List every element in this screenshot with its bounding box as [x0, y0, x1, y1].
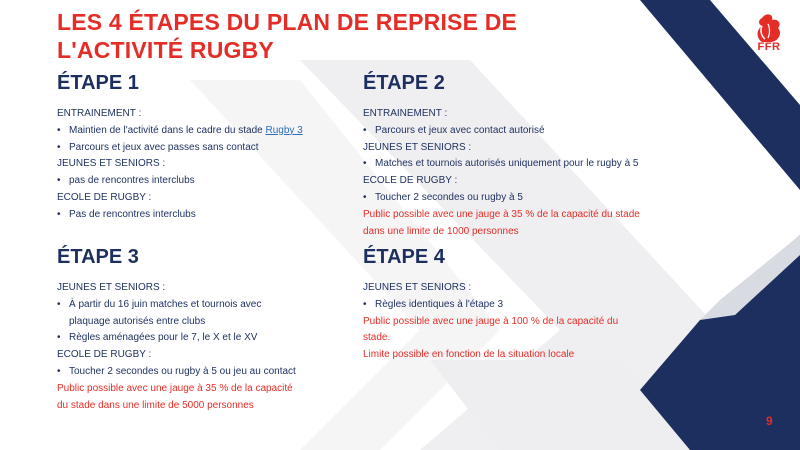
stage-3-title: ÉTAPE 3 — [57, 246, 139, 268]
stage-2-heading-school: ECOLE DE RUGBY : — [363, 175, 458, 187]
page-title — [57, 8, 617, 64]
stage-1-bullet-2: • Parcours et jeux avec passes sans contact — [57, 141, 259, 153]
stage-1-bullet-3: • pas de rencontres interclubs — [57, 175, 195, 187]
stage-2-bullet-2: • Matches et tournois autorisés uniquement pour le rugby à 5 — [363, 158, 639, 170]
stage-4-bullet-1: • Règles identiques à l'étape 3 — [363, 298, 504, 310]
stage-4 — [363, 244, 663, 364]
stage-3 — [57, 244, 347, 414]
stage-1-bullet-1: • Maintien de l'activité dans le cadre du stade Rugby 3 — [57, 124, 303, 136]
stage-3-heading-youth: JEUNES ET SENIORS : — [57, 282, 166, 293]
stage-3-bullet-2: • Règles aménagées pour le 7, le X et le XV — [57, 332, 258, 344]
stage-2-public-line-1: Public possible avec une jauge à 35 % de la capacité du stade — [363, 208, 640, 220]
stage-3-bullet-1-continued: plaquage autorisés entre clubs — [69, 315, 206, 327]
stage-1-heading-training: ENTRAINEMENT : — [57, 108, 142, 119]
title-line-2: L'ACTIVITÉ RUGBY — [57, 37, 274, 63]
stage-2-title: ÉTAPE 2 — [363, 72, 445, 94]
stage-3-public-line-1: Public possible avec une jauge à 35 % de la capacité — [57, 382, 293, 394]
stage-3-bullet-1: • À partir du 16 juin matches et tournois avec — [57, 298, 262, 310]
stage-4-public-line-2: stade. — [363, 332, 391, 344]
stage-1 — [57, 70, 347, 224]
stage-3-bullet-3: • Toucher 2 secondes ou rugby à 5 ou jeu au contact — [57, 365, 296, 377]
stage-2 — [363, 70, 683, 240]
stage-4-heading-youth: JEUNES ET SENIORS : — [363, 282, 472, 293]
logo-text: FFR — [757, 41, 781, 53]
rugby-3-link[interactable]: Rugby 3 — [265, 124, 303, 136]
page-number: 9 — [766, 414, 773, 428]
stage-4-title: ÉTAPE 4 — [363, 246, 445, 268]
stage-4-limit-line: Limite possible en fonction de la situation locale — [363, 349, 575, 361]
stage-2-heading-youth: JEUNES ET SENIORS : — [363, 141, 472, 153]
stage-2-bullet-1: • Parcours et jeux avec contact autorisé — [363, 124, 545, 136]
stage-1-heading-youth: JEUNES ET SENIORS : — [57, 158, 166, 170]
title-line-1: LES 4 ÉTAPES DU PLAN DE REPRISE DE — [57, 9, 518, 35]
stage-3-heading-school: ECOLE DE RUGBY : — [57, 349, 152, 361]
stage-2-public-line-2: dans une limite de 1000 personnes — [363, 225, 519, 237]
stage-2-heading-training: ENTRAINEMENT : — [363, 108, 448, 119]
stage-1-bullet-4: • Pas de rencontres interclubs — [57, 208, 196, 220]
stage-1-title: ÉTAPE 1 — [57, 72, 139, 94]
stage-4-public-line-1: Public possible avec une jauge à 100 % de la capacité du — [363, 315, 619, 327]
stage-1-heading-school: ECOLE DE RUGBY : — [57, 191, 152, 203]
stage-3-public-line-2: du stade dans une limite de 5000 personnes — [57, 399, 254, 411]
stage-2-bullet-3: • Toucher 2 secondes ou rugby à 5 — [363, 191, 523, 203]
